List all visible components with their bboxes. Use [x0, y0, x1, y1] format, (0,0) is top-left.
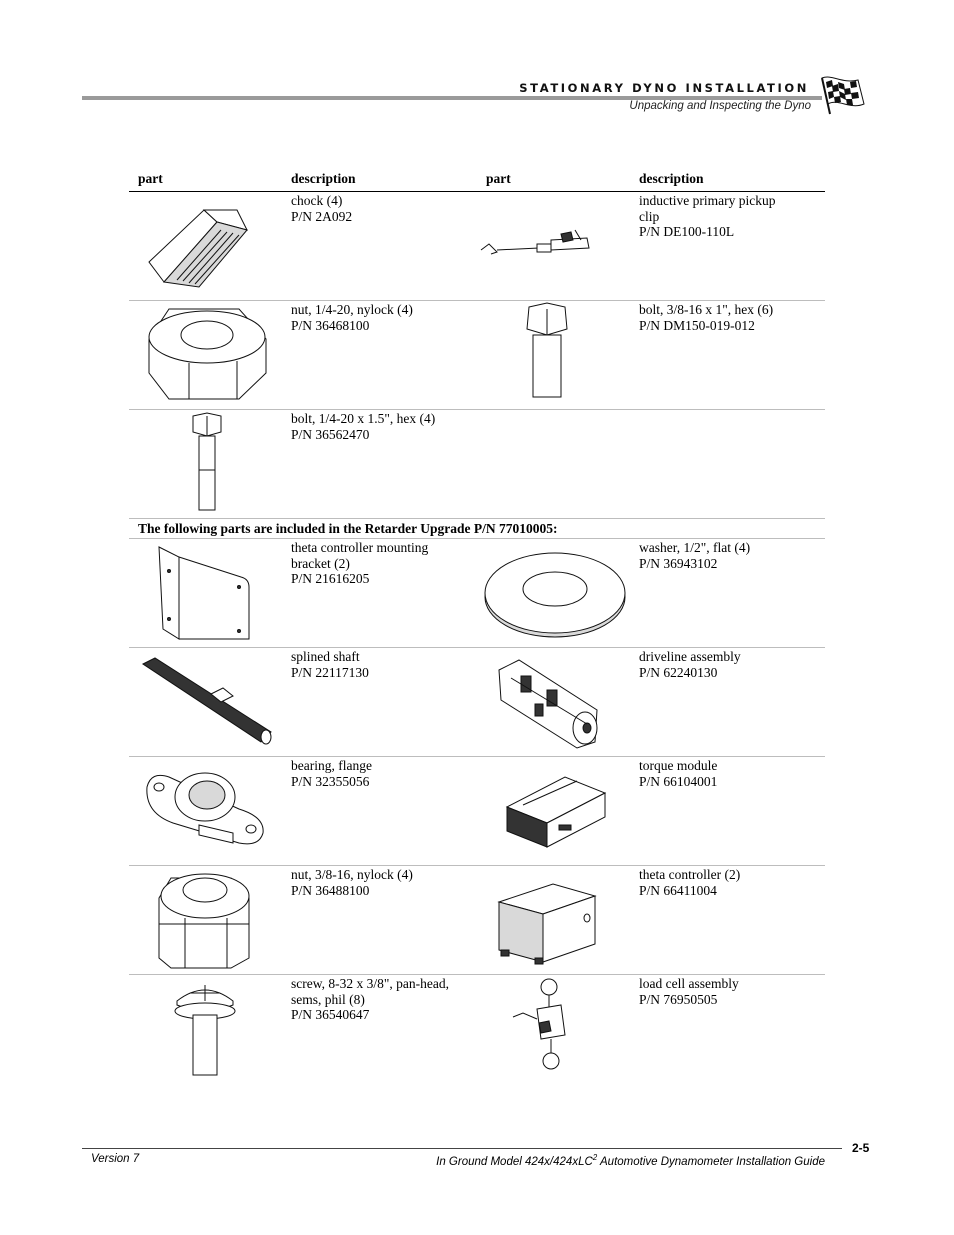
chock-icon: [129, 192, 282, 299]
part-description: screw, 8-32 x 3/8", pan-head, sems, phil (8) P/N 36540647: [291, 976, 449, 1022]
part-description: bolt, 1/4-20 x 1.5", hex (4) P/N 36562470: [282, 410, 477, 519]
footer-guide-title: In Ground Model 424x/424xLC$^2$ Automotive Dynamometer Installation Guide: [436, 1153, 825, 1168]
column-header-part: part: [129, 166, 282, 192]
pan-head-screw-icon: [129, 975, 282, 1082]
part-image-cell: [477, 757, 630, 866]
empty-cell: [477, 410, 630, 519]
section-label: The following parts are included in the Retarder Upgrade P/N 77010005:: [129, 519, 825, 539]
theta-controller-icon: [477, 866, 630, 973]
parts-table: [129, 166, 825, 1083]
page-number: 2-5: [852, 1141, 870, 1155]
section-title: STATIONARY DYNO INSTALLATION: [519, 81, 809, 95]
part-image-cell: [477, 866, 630, 975]
long-bolt-icon: [129, 410, 282, 517]
short-bolt-icon: [477, 301, 630, 408]
pickup-clip-icon: [477, 192, 630, 299]
part-image-cell: [477, 975, 630, 1084]
empty-cell: [630, 410, 825, 519]
part-description: theta controller (2) P/N 66411004: [630, 866, 825, 975]
part-image-cell: [129, 866, 282, 975]
checkered-flag-icon: [820, 74, 866, 116]
footer-rule: [82, 1148, 842, 1149]
part-image-cell: [129, 975, 282, 1084]
splined-shaft-icon: [129, 648, 282, 755]
part-image-cell: [477, 192, 630, 301]
table-header-row: [129, 166, 825, 192]
part-image-cell: [477, 648, 630, 757]
part-image-cell: [477, 539, 630, 648]
part-image-cell: [129, 301, 282, 410]
part-image-cell: [129, 192, 282, 301]
flat-washer-icon: [477, 539, 630, 646]
part-description: driveline assembly P/N 62240130: [630, 648, 825, 757]
column-header-description: description: [630, 166, 825, 192]
table-row: [129, 301, 825, 410]
part-description: theta controller mounting bracket (2) P/N 21616205: [282, 539, 477, 648]
torque-module-icon: [477, 757, 630, 864]
table-row: [129, 975, 825, 1084]
part-description: chock (4) P/N 2A092: [282, 192, 477, 301]
part-description: nut, 1/4-20, nylock (4) P/N 36468100: [282, 301, 477, 410]
table-row: [129, 192, 825, 301]
flange-bearing-icon: [129, 757, 282, 864]
column-header-description: description: [282, 166, 477, 192]
part-description: load cell assembly P/N 76950505: [639, 976, 739, 1007]
part-description: torque module P/N 66104001: [630, 757, 825, 866]
part-description: bolt, 3/8-16 x 1", hex (6) P/N DM150-019-012: [630, 301, 825, 410]
load-cell-icon: [477, 975, 630, 1082]
part-image-cell: [129, 410, 282, 519]
part-image-cell: [129, 648, 282, 757]
part-image-cell: [477, 301, 630, 410]
part-image-cell: [129, 757, 282, 866]
table-row: [129, 866, 825, 975]
table-row: [129, 757, 825, 866]
part-image-cell: [129, 539, 282, 648]
tall-nut-icon: [129, 866, 282, 973]
part-description: nut, 3/8-16, nylock (4) P/N 36488100: [282, 866, 477, 975]
hex-nut-icon: [129, 301, 282, 408]
mounting-bracket-icon: [129, 539, 282, 646]
table-row: [129, 539, 825, 648]
footer-version: Version 7: [91, 1153, 140, 1165]
part-description: splined shaft P/N 22117130: [282, 648, 477, 757]
section-row: [129, 519, 825, 539]
part-description: washer, 1/2", flat (4) P/N 36943102: [630, 539, 825, 648]
table-row: [129, 410, 825, 519]
driveline-assembly-icon: [477, 648, 630, 755]
column-header-part: part: [477, 166, 630, 192]
part-description: bearing, flange P/N 32355056: [282, 757, 477, 866]
section-subtitle: Unpacking and Inspecting the Dyno: [629, 100, 811, 112]
part-description: inductive primary pickup clip P/N DE100-110L: [630, 192, 825, 301]
table-row: [129, 648, 825, 757]
